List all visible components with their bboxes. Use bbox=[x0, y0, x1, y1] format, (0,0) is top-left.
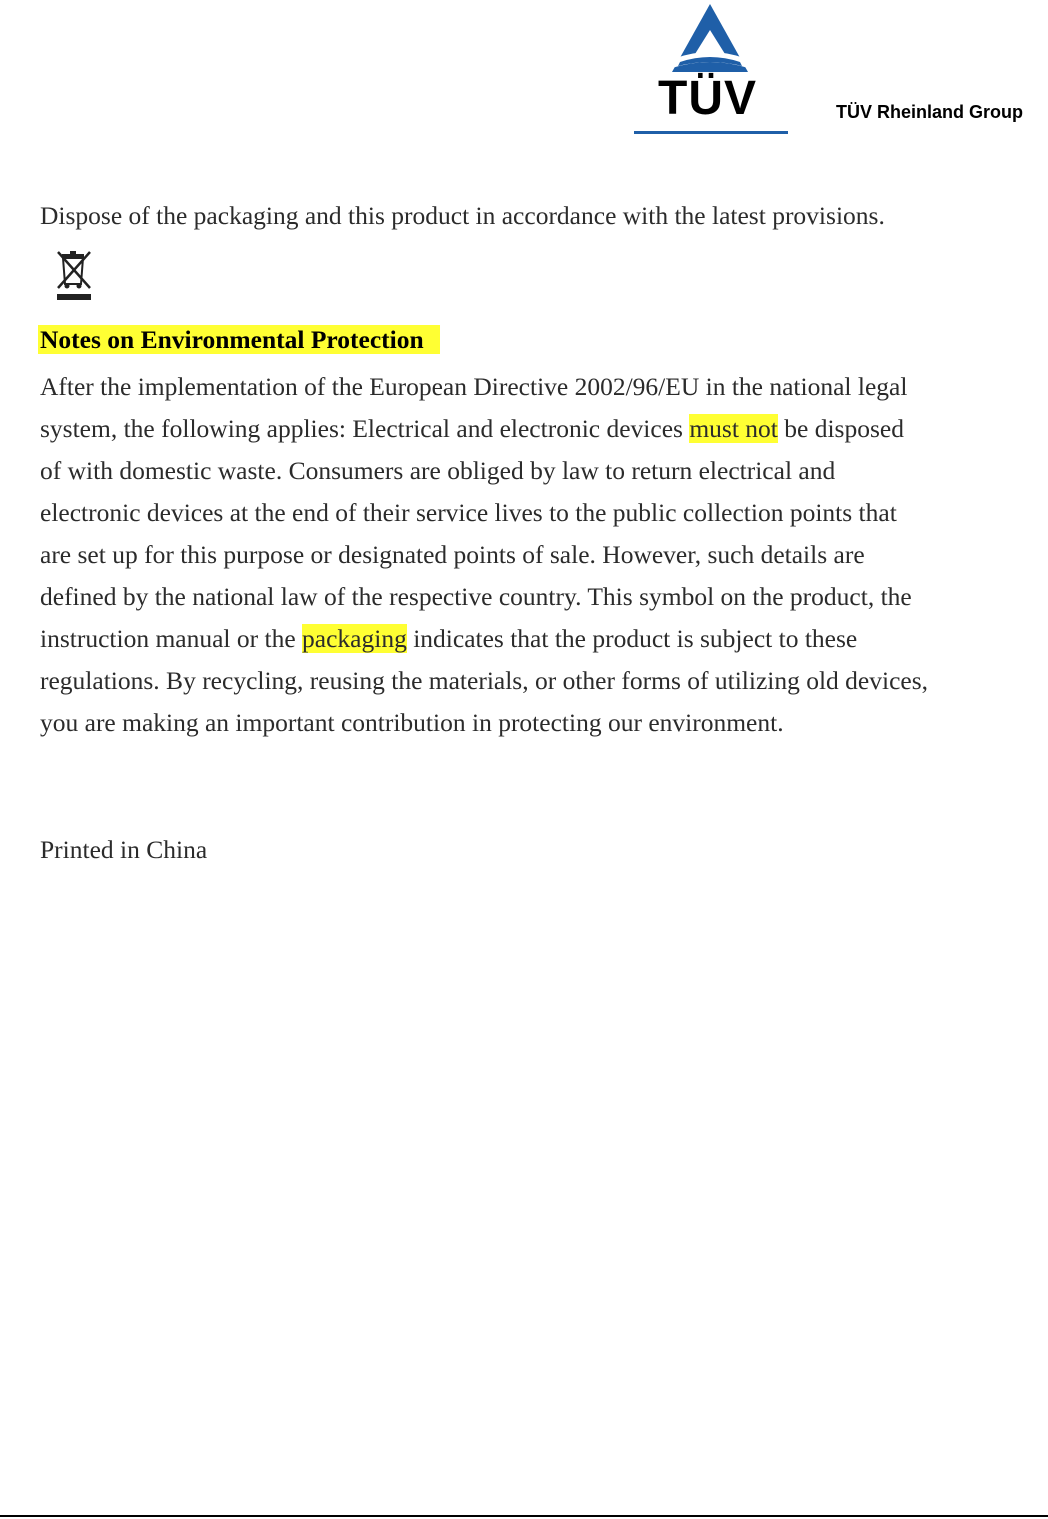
highlighted-text: packaging bbox=[302, 624, 407, 653]
notes-text: instruction manual or the bbox=[40, 624, 303, 653]
crossed-out-wheelie-bin-icon bbox=[54, 248, 94, 304]
notes-text: After the implementation of the European Directive 2002/96/EU in the national legal bbox=[40, 372, 908, 401]
document-body bbox=[40, 196, 1030, 864]
notes-text: you are making an important contribution in protecting our environment. bbox=[40, 708, 784, 737]
notes-line bbox=[40, 450, 1030, 492]
tuv-logo-text: TÜV bbox=[658, 72, 757, 125]
notes-text: be disposed bbox=[777, 414, 904, 443]
notes-line bbox=[40, 702, 1030, 744]
notes-line bbox=[40, 408, 1030, 450]
notes-line bbox=[40, 534, 1030, 576]
notes-text: of with domestic waste. Consumers are obliged by law to return electrical and bbox=[40, 456, 836, 485]
notes-line bbox=[40, 576, 1030, 618]
notes-text: indicates that the product is subject to these bbox=[406, 624, 858, 653]
notes-text: are set up for this purpose or designated points of sale. However, such details are bbox=[40, 540, 865, 569]
section-heading bbox=[40, 320, 440, 360]
notes-line bbox=[40, 366, 1030, 408]
page-header bbox=[0, 0, 1048, 140]
environmental-notes bbox=[40, 366, 1030, 744]
printed-in-text: Printed in China bbox=[40, 835, 208, 864]
group-name: TÜV Rheinland Group bbox=[836, 102, 1023, 122]
notes-line bbox=[40, 660, 1030, 702]
section-heading-text: Notes on Environmental Protection bbox=[38, 325, 440, 354]
notes-line bbox=[40, 492, 1030, 534]
highlighted-text: must not bbox=[689, 414, 778, 443]
notes-text: regulations. By recycling, reusing the materials, or other forms of utilizing old devices, bbox=[40, 666, 929, 695]
disposal-text: Dispose of the packaging and this product in accordance with the latest provisions. bbox=[40, 201, 885, 230]
notes-text: system, the following applies: Electrical and electronic devices bbox=[40, 414, 690, 443]
notes-text: defined by the national law of the respective country. This symbol on the product, the bbox=[40, 582, 912, 611]
footer-divider bbox=[0, 1515, 1048, 1517]
notes-line bbox=[40, 618, 1030, 660]
tuv-logo bbox=[632, 2, 788, 136]
notes-text: electronic devices at the end of their service lives to the public collection points that bbox=[40, 498, 897, 527]
